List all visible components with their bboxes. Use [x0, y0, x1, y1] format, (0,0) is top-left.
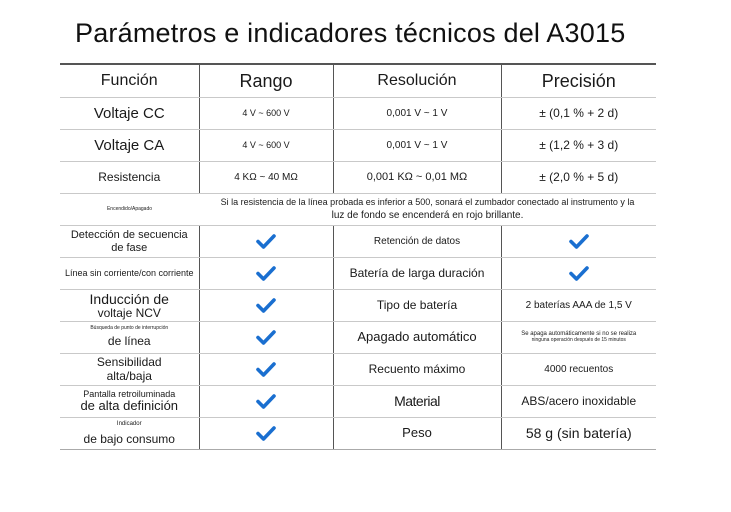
range-cell: 4 V ~ 600 V — [199, 98, 333, 130]
feature-label: Recuento máximo — [333, 354, 501, 386]
header-funcion: Función — [60, 64, 199, 98]
row-label-line2: voltaje NCV — [97, 305, 161, 320]
feature-label: Material — [333, 386, 501, 418]
table-row — [60, 386, 656, 418]
table-row — [60, 194, 656, 226]
checkmark-icon — [256, 233, 276, 249]
row-label-line1: Inducción de — [89, 290, 169, 307]
check-cell — [199, 226, 333, 258]
row-label — [60, 322, 199, 354]
precision-cell: ± (0,1 % + 2 d) — [501, 98, 656, 130]
feature-value: 58 g (sin batería) — [501, 418, 656, 450]
row-label-line1: Pantalla retroiluminada — [83, 388, 176, 399]
resolution-cell: 0,001 KΩ ~ 0,01 MΩ — [333, 162, 501, 194]
row-label-line2: alta/baja — [106, 368, 152, 383]
row-label — [60, 386, 199, 418]
row-label-line1: Búsqueda de punto de interrupción — [90, 324, 169, 331]
feature-label: Retención de datos — [333, 226, 501, 258]
check-cell — [199, 418, 333, 450]
checkmark-icon — [256, 265, 276, 281]
feature-value-line2: ninguna operación después de 15 minutos — [531, 337, 626, 344]
check-cell — [501, 226, 656, 258]
resolution-cell: 0,001 V ~ 1 V — [333, 98, 501, 130]
row-label: Encendido/Apagado — [60, 194, 199, 226]
checkmark-icon — [256, 297, 276, 313]
checkmark-icon — [569, 265, 589, 281]
row-label — [60, 290, 199, 322]
table-row — [60, 98, 656, 130]
feature-value-line1: Se apaga automáticamente si no se realiza — [521, 331, 637, 338]
spec-table — [60, 63, 656, 450]
checkmark-icon — [256, 425, 276, 441]
row-label: Voltaje CC — [60, 98, 199, 130]
table-row — [60, 354, 656, 386]
row-label-line1: Indicador — [116, 420, 142, 427]
check-cell — [199, 386, 333, 418]
checkmark-icon — [256, 329, 276, 345]
table-header — [60, 64, 656, 98]
row-label-line1: Sensibilidad — [96, 354, 162, 369]
checkmark-icon — [256, 393, 276, 409]
check-cell — [199, 354, 333, 386]
row-label — [60, 226, 199, 258]
row-label-line2: de línea — [107, 334, 151, 349]
feature-value: 4000 recuentos — [501, 354, 656, 386]
feature-value — [501, 322, 656, 354]
precision-cell: ± (1,2 % + 3 d) — [501, 130, 656, 162]
header-precision: Precisión — [501, 64, 656, 98]
feature-value: 2 baterías AAA de 1,5 V — [501, 290, 656, 322]
range-cell: 4 V ~ 600 V — [199, 130, 333, 162]
check-cell — [501, 258, 656, 290]
row-label: Línea sin corriente/con corriente — [60, 258, 199, 290]
precision-cell: ± (2,0 % + 5 d) — [501, 162, 656, 194]
feature-label: Apagado automático — [333, 322, 501, 354]
table-row — [60, 162, 656, 194]
onoff-note — [199, 194, 656, 226]
table-row — [60, 322, 656, 354]
row-label: Resistencia — [60, 162, 199, 194]
feature-label: Batería de larga duración — [333, 258, 501, 290]
row-label — [60, 354, 199, 386]
feature-label: Tipo de batería — [333, 290, 501, 322]
check-cell — [199, 290, 333, 322]
row-label — [60, 418, 199, 450]
table-row — [60, 130, 656, 162]
row-label-line2: de fase — [111, 241, 148, 254]
onoff-note-line2: luz de fondo se encenderá en rojo brillante. — [331, 210, 524, 222]
check-cell — [199, 258, 333, 290]
feature-label: Peso — [333, 418, 501, 450]
table-row — [60, 258, 656, 290]
header-rango: Rango — [199, 64, 333, 98]
checkmark-icon — [256, 361, 276, 377]
page-title: Parámetros e indicadores técnicos del A3015 — [75, 18, 626, 48]
row-label-line1: Detección de secuencia — [70, 228, 188, 241]
checkmark-icon — [569, 233, 589, 249]
resolution-cell: 0,001 V ~ 1 V — [333, 130, 501, 162]
feature-value: ABS/acero inoxidable — [501, 386, 656, 418]
row-label-line2: de alta definición — [80, 398, 179, 414]
header-resolucion: Resolución — [333, 64, 501, 98]
table-row — [60, 226, 656, 258]
check-cell — [199, 322, 333, 354]
onoff-note-line1: Si la resistencia de la línea probada es inferior a 500, sonará el zumbador conectado al instrumento y la — [220, 197, 635, 208]
table-row — [60, 290, 656, 322]
row-label: Voltaje CA — [60, 130, 199, 162]
range-cell: 4 KΩ ~ 40 MΩ — [199, 162, 333, 194]
table-row — [60, 418, 656, 450]
row-label-line2: de bajo consumo — [83, 431, 175, 446]
